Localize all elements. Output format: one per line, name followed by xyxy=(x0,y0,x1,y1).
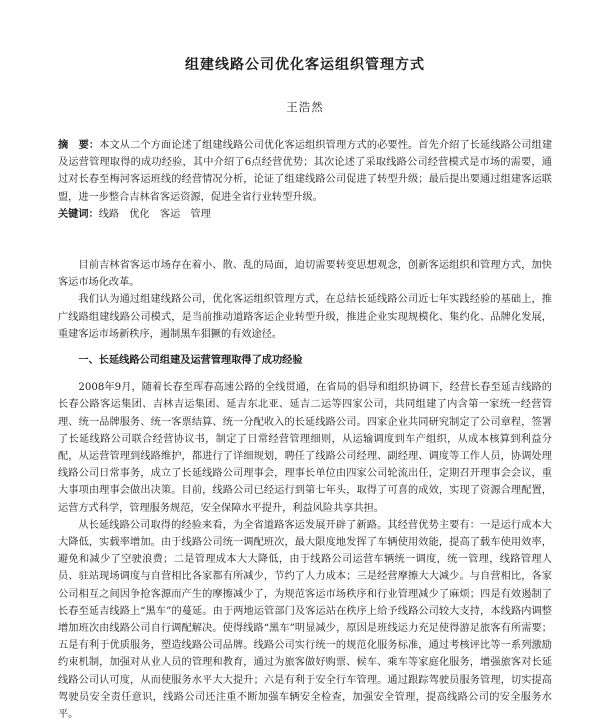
body-paragraph: 我们认为通过组建线路公司，优化客运组织管理方式，在总结长延线路公司近七年实践经验的基础上，推广线路组建线路公司模式，是当前推动道路客运企业转型升级，推进企业实现规模化、集约化、品牌化发展，重建客运市场新秩序，遏制黑车猖獗的有效途径。 xyxy=(58,294,552,340)
body-paragraph: 目前吉林省客运市场存在着小、散、乱的局面，迫切需要转变思想观念，创新客运组织和管理方式，加快客运市场化改革。 xyxy=(58,260,552,289)
paper-body xyxy=(58,257,552,723)
paper-title: 组建线路公司优化客运组织管理方式 xyxy=(185,57,425,73)
paper-author: 王浩然 xyxy=(286,100,324,114)
body-paragraph: 从长延线路公司取得的经验来看，为全省道路客运发展开辟了新路。其经营优势主要有：一是运行成本大大降低，实载率增加。由于线路公司统一调配班次，最大限度地发挥了车辆使用效能，提高了载车使用效率，避免和减少了空驶浪费；二是管理成本大大降低，由于线路公司运营车辆统一调度，统一管理，线路管理人员、驻站现场调度与自营相比各家都有所减少，节约了人力成本；三是经营摩擦大大减少。与自营相比，各家公司相互之间因争抢客源而产生的摩擦减少了，为规范客运市场秩序和行业管理减少了麻烦；四是有效遏制了长春至延吉线路上“黑车”的蔓延。由于两地运管部门及客运站在秩序上给予线路公司较大支持，本线路内调整增加班次由线路公司自行调配解决。使得线路“黑车”明显减少，原因是班线运力充足使得游足旅客有所需要；五是有利于优质服务，塑造线路公司品牌。线路公司实行统一的规范化服务标准，通过考核评比等一系列激励约束机制，加强对从业人员的管理和教育，通过为旅客做好购票、候车、乘车等家庭化服务，增强旅客对长延线路公司认可度，从而使服务水平大大提升；六是有利于安全行车管理。通过跟踪驾驶员服务管理，切实提高驾驶员安全责任意识，线路公司还注重不断加强车辆安全检查，加强安全管理，提高线路公司的安全服务水平。 xyxy=(58,519,552,721)
body-paragraph: 2008年9月，随着长春至珲春高速公路的全线贯通，在省局的倡导和组织协调下，经营长春至延吉线路的长春公路客运集团、吉林吉运集团、延吉东北亚、延吉二运等四家公司，共同组建了内含第一家统一经营管理、统一品牌服务、统一客票结算、统一分配收入的长延线路公司。四家企业共同研究制定了公司章程，签署了长延线路公司联合经营协议书，制定了日常经营管理细则，从运输调度到车产组织，从成本核算到利益分配，从运营管理到线路维护，都进行了详细规划，聘任了线路公司经理、副经理、调度等工作人员，协调处理线路公司日常事务，成立了长延线路公司理事会，理事长单位由四家公司轮流出任，定期召开理事会会议，重大事项由理事会做出决策。目前，线路公司已经运行到第七年头，取得了可喜的成效，实现了资源合理配置，运营方式科学，管理服务规范，安全保障水平提升，利益风险共享共担。 xyxy=(58,382,552,514)
keywords-text: 线路 优化 客运 管理 xyxy=(98,208,211,220)
abstract-label: 摘 要： xyxy=(58,140,100,151)
section-heading: 一、长延线路公司组建及运营管理取得了成功经验 xyxy=(78,355,303,367)
abstract xyxy=(58,137,552,206)
keywords xyxy=(58,206,552,223)
keywords-label: 关键词： xyxy=(58,208,99,220)
abstract-text: 本文从二个方面论述了组建线路公司优化客运组织管理方式的必要性。首先介绍了长延线路公司组建及运营管理取得的成功经验，其中介绍了6点经营优势；其次论述了采取线路公司经营模式是市场的需要，通过对长春至梅河客运班线的经营情况分析，论证了组建线路公司促进了转型升级；最后提出要通过组建客运联盟，进一步整合吉林省客运资源，促进全省行业转型升级。 xyxy=(58,140,553,203)
